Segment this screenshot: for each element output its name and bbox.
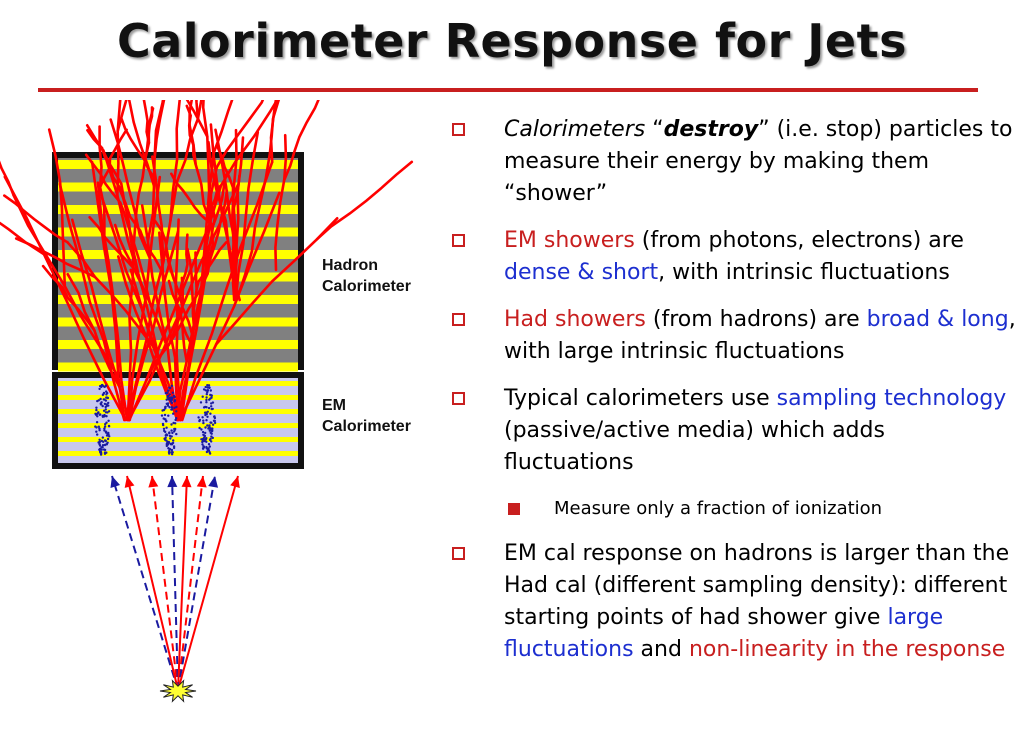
em-shower-dot [166,392,168,394]
em-shower-dot [205,396,207,398]
em-shower-dot [100,452,102,454]
em-shower-dot [206,393,208,395]
text: (from hadrons) are [645,307,867,332]
em-shower-dot [210,432,212,434]
em-shower-dot [166,399,168,401]
em-shower-dot [108,435,110,437]
em-shower-dot [167,389,169,391]
em-shower-dot [105,385,107,387]
em-shower-dot [96,433,98,435]
em-shower-dot [171,398,173,400]
text: broad & long [866,307,1009,332]
hadron-active-layer [58,205,298,214]
em-shower-dot [210,394,212,396]
track-arrowhead-icon [110,476,120,488]
em-shower-dot [172,392,174,394]
em-shower-dot [170,429,172,431]
em-shower-dot [168,387,170,389]
em-shower-dot [95,409,97,411]
bullet-box-icon [452,234,465,247]
bullet-1 [446,114,1016,210]
bullet-5 [446,538,1016,666]
em-shower-dot [102,444,104,446]
em-shower-dot [173,395,175,397]
em-shower-dot [171,432,173,434]
em-shower-dot [105,431,107,433]
em-shower-dot [171,406,173,408]
track-arrowhead-icon [125,476,135,488]
calorimeter-figure [0,100,440,737]
particle-track [127,476,178,690]
em-shower-dot [207,390,209,392]
em-shower-dot [168,441,170,443]
em-shower-dot [212,401,214,403]
em-shower-dot [200,401,202,403]
em-shower-dot [106,434,108,436]
text: “ [645,117,664,142]
em-shower-dot [210,389,212,391]
em-shower-dot [101,449,103,451]
em-shower-dot [206,416,208,418]
em-shower-dot [172,413,174,415]
track-arrowhead-icon [208,476,218,488]
em-shower-dot [104,449,106,451]
em-label-line2: Calorimeter [322,418,411,435]
text: destroy [663,117,759,142]
text: Had showers [504,307,646,332]
track-arrowhead-icon [148,476,158,488]
bullet-box-icon [452,313,465,326]
em-shower-dot [96,400,98,402]
em-shower-dot [172,439,174,441]
track-arrowhead-icon [167,476,177,487]
em-shower-dot [102,436,104,438]
em-shower-dot [210,422,212,424]
em-shower-dot [202,422,204,424]
em-shower-dot [209,429,211,431]
em-shower-dot [204,432,206,434]
em-shower-dot [165,427,167,429]
em-shower-dot [209,413,211,415]
em-shower-dot [172,451,174,453]
em-shower-dot [106,403,108,405]
em-shower-dot [206,451,208,453]
em-shower-dot [175,410,177,412]
em-shower-dot [170,423,172,425]
text: (passive/active media) which adds fluctuations [504,418,885,475]
em-shower-dot [165,420,167,422]
em-shower-dot [175,433,177,435]
em-shower-dot [105,443,107,445]
em-shower-dot [205,386,207,388]
em-shower-dot [95,431,97,433]
em-shower-dot [208,384,210,386]
em-shower-dot [213,415,215,417]
em-shower-dot [206,424,208,426]
em-shower-dot [99,398,101,400]
em-shower-dot [197,416,199,418]
em-shower-dot [211,408,213,410]
em-shower-dot [172,422,174,424]
em-shower-dot [166,396,168,398]
em-shower-dot [174,419,176,421]
em-shower-dot [96,415,98,417]
text: (from photons, electrons) are [634,228,964,253]
em-shower-dot [205,411,207,413]
em-shower-dot [99,441,101,443]
em-shower-dot [208,443,210,445]
em-shower-dot [105,415,107,417]
em-shower-dot [199,419,201,421]
em-shower-dot [168,452,170,454]
em-shower-dot [214,422,216,424]
em-shower-dot [164,406,166,408]
em-shower-dot [107,438,109,440]
em-shower-dot [105,396,107,398]
em-shower-dot [106,392,108,394]
em-shower-dot [171,443,173,445]
em-shower-dot [102,415,104,417]
text: and [633,637,689,662]
em-shower-dot [108,425,110,427]
em-shower-dot [169,393,171,395]
em-shower-dot [212,424,214,426]
em-shower-dot [105,440,107,442]
em-shower-dot [102,405,104,407]
em-shower-dot [205,419,207,421]
bullet-4 [446,383,1016,479]
em-shower-dot [202,446,204,448]
em-shower-dot [164,431,166,433]
em-shower-dot [167,402,169,404]
particle-track [112,476,178,690]
em-shower-dot [208,449,210,451]
text: Calorimeters [504,117,646,142]
em-shower-dot [205,446,207,448]
text: Typical calorimeters use [504,386,777,411]
em-shower-dot [173,407,175,409]
em-shower-dot [201,441,203,443]
em-shower-dot [208,426,210,428]
em-shower-dot [169,437,171,439]
em-shower-dot [95,426,97,428]
track-arrowhead-icon [197,476,207,488]
em-shower-dot [201,443,203,445]
em-active-layer [58,451,298,456]
text: ” (i.e. stop) particles to measure their energy by making them “shower” [504,117,1013,206]
em-shower-dot [103,392,105,394]
text: non-linearity in the response [688,637,1006,662]
em-shower-dot [169,397,171,399]
bullet-list [446,114,1016,681]
em-shower-dot [104,423,106,425]
em-shower-dot [205,399,207,401]
bullet-box-icon [452,123,465,136]
em-shower-dot [205,406,207,408]
text: EM cal response on hadrons is larger than the Had cal (different sampling density): different starting points of had shower give [504,541,1010,630]
em-shower-dot [105,406,107,408]
hadron-label-line2: Calorimeter [322,278,411,295]
text: sampling technology [776,386,1007,411]
em-shower-dot [209,452,211,454]
em-shower-dot [168,406,170,408]
em-shower-dot [212,437,214,439]
em-shower-dot [166,434,168,436]
em-shower-dot [161,414,163,416]
hadron-label-line1: Hadron [322,257,378,274]
em-shower-dot [202,420,204,422]
em-shower-dot [198,427,200,429]
em-shower-dot [107,420,109,422]
title-underline [38,88,978,92]
slide-title: Calorimeter Response for Jets [116,14,907,68]
em-shower-dot [208,407,210,409]
em-shower-dot [167,415,169,417]
em-shower-dot [202,396,204,398]
em-shower-dot [100,446,102,448]
bullet-2 [446,225,1016,289]
particle-track [178,476,215,690]
text: dense & short [504,260,659,285]
em-shower-dot [98,439,100,441]
em-shower-dot [98,427,100,429]
em-shower-dot [163,409,165,411]
em-shower-dot [173,447,175,449]
em-shower-dot [165,440,167,442]
em-shower-dot [210,405,212,407]
em-shower-dot [174,399,176,401]
track-arrowhead-icon [182,476,192,487]
em-shower-dot [208,387,210,389]
em-shower-dot [105,411,107,413]
text: Measure only a fraction of ionization [554,498,883,519]
em-shower-dot [103,398,105,400]
bullet-box-icon [452,392,465,405]
em-shower-dot [102,441,104,443]
text: EM showers [504,228,635,253]
text: , with large intrinsic fluctuations [504,307,1016,364]
em-active-layer [58,423,298,428]
em-shower-dot [100,403,102,405]
em-shower-dot [204,440,206,442]
sub-bullet-square-icon [508,503,520,515]
em-active-layer [58,437,298,442]
em-shower-dot [204,426,206,428]
em-shower-dot [168,449,170,451]
em-shower-dot [96,421,98,423]
em-label-line1: EM [322,397,346,414]
em-shower-dot [202,431,204,433]
em-shower-dot [166,445,168,447]
bullet-box-icon [452,547,465,560]
sub-bullet [446,494,1016,524]
em-shower-dot [105,408,107,410]
em-shower-dot [99,413,101,415]
em-shower-dot [171,435,173,437]
em-shower-dot [171,385,173,387]
em-shower-dot [168,431,170,433]
em-shower-dot [210,440,212,442]
em-shower-dot [169,400,171,402]
bullet-3 [446,304,1016,368]
em-shower-dot [201,416,203,418]
em-shower-dot [163,428,165,430]
text: large fluctuations [504,605,944,662]
text: , with intrinsic fluctuations [658,260,950,285]
em-shower-dot [103,429,105,431]
em-shower-dot [100,401,102,403]
em-shower-dot [200,438,202,440]
em-shower-dot [104,453,106,455]
em-shower-dot [95,407,97,409]
particle-track [178,476,238,690]
em-shower-dot [162,424,164,426]
em-shower-dot [203,388,205,390]
em-shower-dot [209,397,211,399]
em-shower-dot [174,428,176,430]
em-shower-dot [171,408,173,410]
em-shower-dot [100,386,102,388]
em-shower-dot [164,414,166,416]
em-shower-dot [205,401,207,403]
hadronic-shower-branch [317,162,412,239]
em-shower-dot [98,388,100,390]
